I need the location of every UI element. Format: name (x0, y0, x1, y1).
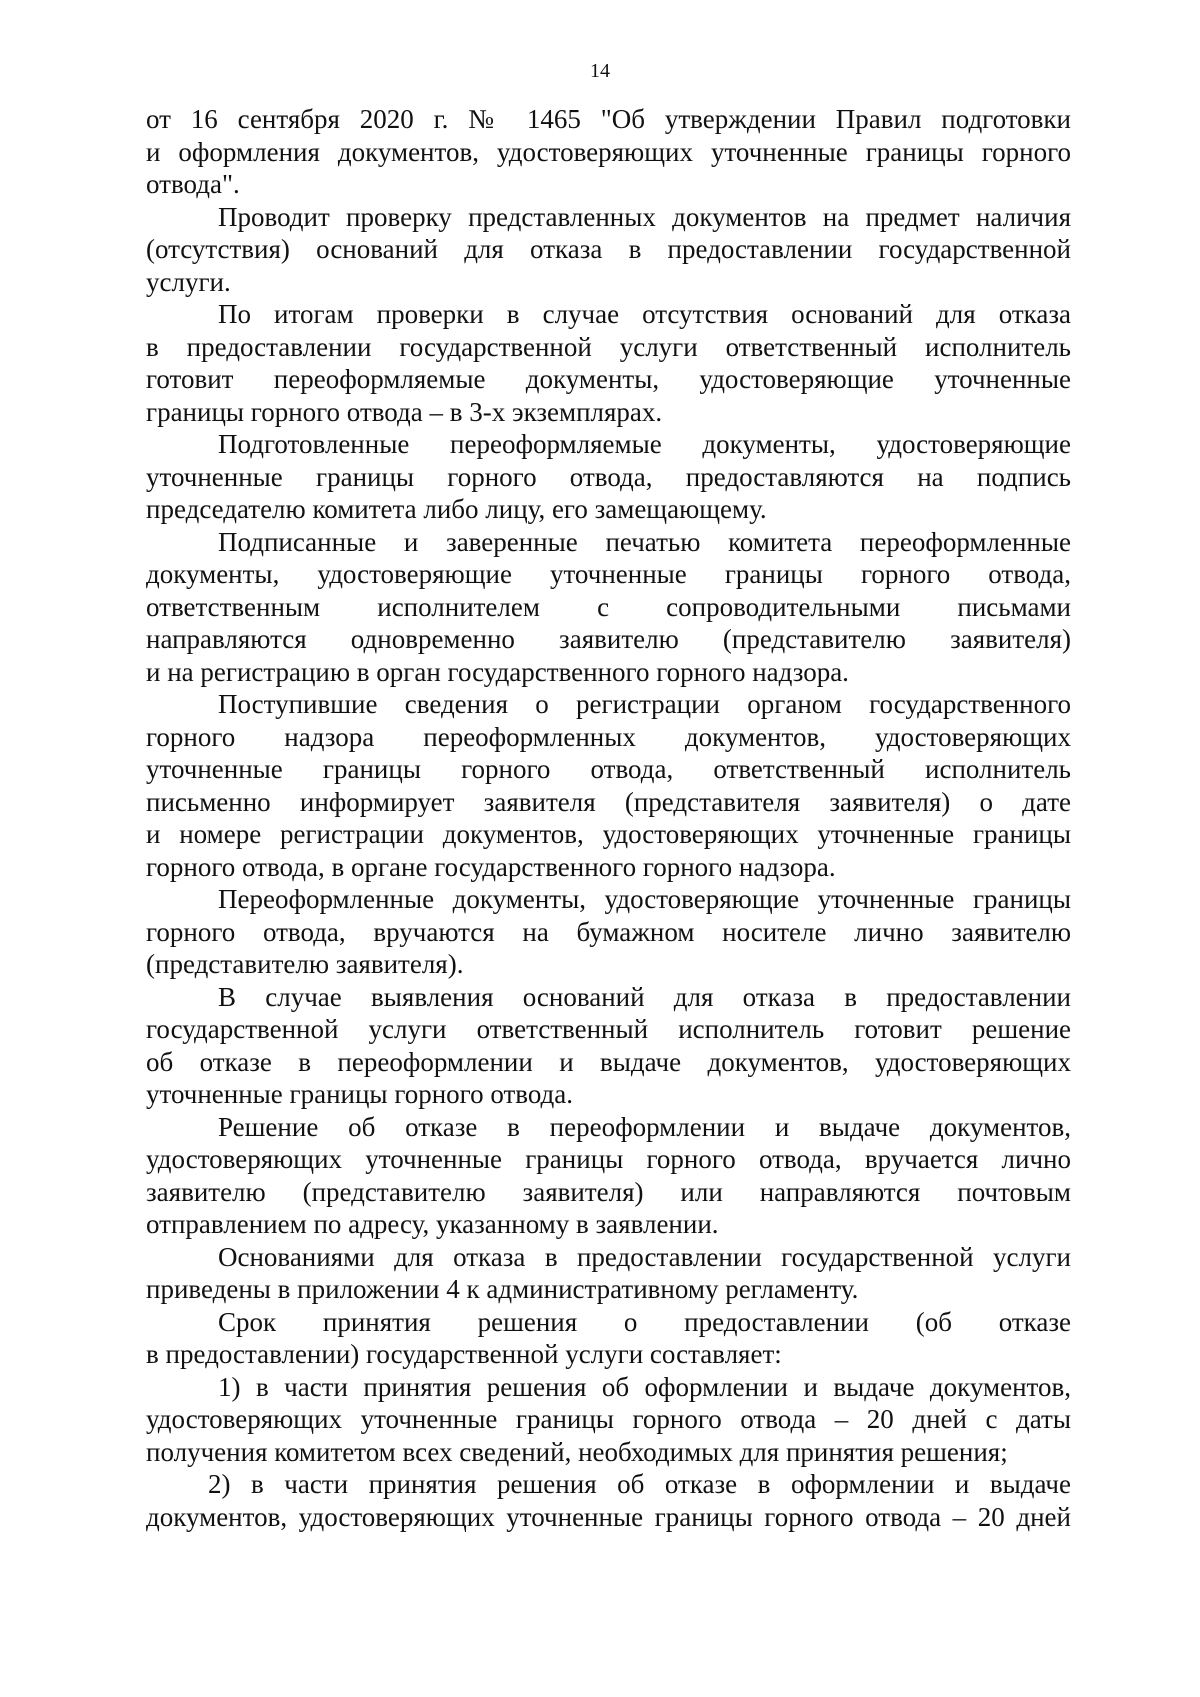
text-line: и оформления документов, удостоверяющих уточненные границы горного (146, 136, 1071, 167)
text-line: Проводит проверку представленных документов на предмет наличия (218, 201, 1071, 232)
text-line: границы горного отвода – в 3-х экземплярах. (146, 396, 663, 427)
paragraph (146, 688, 1071, 883)
text-line: в предоставлении) государственной услуги составляет: (146, 1339, 782, 1369)
text-line: получения комитетом всех сведений, необходимых для принятия решения; (146, 1436, 1008, 1467)
text-line: документы, удостоверяющие уточненные границы горного отвода, (146, 559, 1071, 589)
text-line: Решение об отказе в переоформлении и выдаче документов, (218, 1111, 1071, 1142)
text-line: В случае выявления оснований для отказа в предоставлении (218, 981, 1071, 1012)
text-line: ответственным исполнителем с сопроводительными письмами (146, 591, 1071, 622)
text-line: Переоформленные документы, удостоверяющие уточненные границы (218, 884, 1071, 914)
text-line: отвода". (146, 169, 240, 199)
paragraph (146, 981, 1071, 1111)
paragraph (146, 1111, 1071, 1241)
text-line: (представителю заявителя). (146, 949, 464, 979)
text-line: в предоставлении государственной услуги ответственный исполнитель (146, 331, 1071, 362)
text-line: уточненные границы горного отвода, ответственный исполнитель (146, 754, 1071, 784)
text-line: По итогам проверки в случае отсутствия оснований для отказа (218, 299, 1071, 329)
text-line: направляются одновременно заявителю (представителю заявителя) (146, 624, 1071, 654)
text-line: (отсутствия) оснований для отказа в предоставлении государственной (146, 234, 1071, 264)
paragraph (146, 1306, 1071, 1371)
text-line: Срок принятия решения о предоставлении (об отказе (218, 1306, 1071, 1337)
text-line: об отказе в переоформлении и выдаче документов, удостоверяющих (146, 1046, 1071, 1077)
text-line: письменно информирует заявителя (представителя заявителя) о дате (146, 786, 1071, 817)
text-line: горного отвода, вручаются на бумажном носителе лично заявителю (146, 916, 1071, 947)
page-number: 14 (590, 60, 610, 82)
text-line: документов, удостоверяющих уточненные границы горного отвода – 20 дней (146, 1501, 1071, 1532)
text-line: Основаниями для отказа в предоставлении государственной услуги (218, 1241, 1071, 1272)
text-line: государственной услуги ответственный исполнитель готовит решение (146, 1014, 1071, 1044)
text-line: 1) в части принятия решения об оформлении и выдаче документов, (218, 1371, 1071, 1402)
text-line: Поступившие сведения о регистрации органом государственного (218, 689, 1071, 719)
text-line: и номере регистрации документов, удостоверяющих уточненные границы (146, 819, 1071, 849)
text-line: услуги. (146, 266, 231, 297)
paragraph (146, 201, 1071, 299)
text-line: горного надзора переоформленных документов, удостоверяющих (146, 721, 1071, 752)
paragraph (146, 103, 1071, 201)
text-line: Подготовленные переоформляемые документы, удостоверяющие (218, 429, 1071, 459)
paragraph (146, 1371, 1071, 1469)
text-line: горного отвода, в органе государственного горного надзора. (146, 851, 836, 882)
text-line: уточненные границы горного отвода, предоставляются на подпись (146, 461, 1071, 492)
text-line: председателю комитета либо лицу, его замещающему. (146, 494, 767, 524)
paragraph (146, 883, 1071, 981)
paragraph (146, 1241, 1071, 1306)
paragraph (146, 1468, 1071, 1533)
text-line: отправлением по адресу, указанному в заявлении. (146, 1209, 719, 1239)
text-line: готовит переоформляемые документы, удостоверяющие уточненные (146, 364, 1071, 394)
text-line: удостоверяющих уточненные границы горного отвода – 20 дней с даты (146, 1404, 1071, 1434)
paragraph (146, 298, 1071, 428)
text-line: от 16 сентября 2020 г. № 1465 "Об утверждении Правил подготовки (146, 104, 1071, 134)
text-line: удостоверяющих уточненные границы горного отвода, вручается лично (146, 1144, 1071, 1174)
text-line: приведены в приложении 4 к административному регламенту. (146, 1274, 859, 1304)
text-line: и на регистрацию в орган государственного горного надзора. (146, 656, 849, 687)
text-line: Подписанные и заверенные печатью комитета переоформленные (218, 526, 1071, 557)
document-body (146, 103, 1071, 1533)
text-line: заявителю (представителю заявителя) или направляются почтовым (146, 1176, 1071, 1207)
text-line: уточненные границы горного отвода. (146, 1079, 574, 1109)
paragraph (146, 428, 1071, 526)
paragraph (146, 526, 1071, 689)
text-line: 2) в части принятия решения об отказе в оформлении и выдаче (208, 1469, 1071, 1499)
